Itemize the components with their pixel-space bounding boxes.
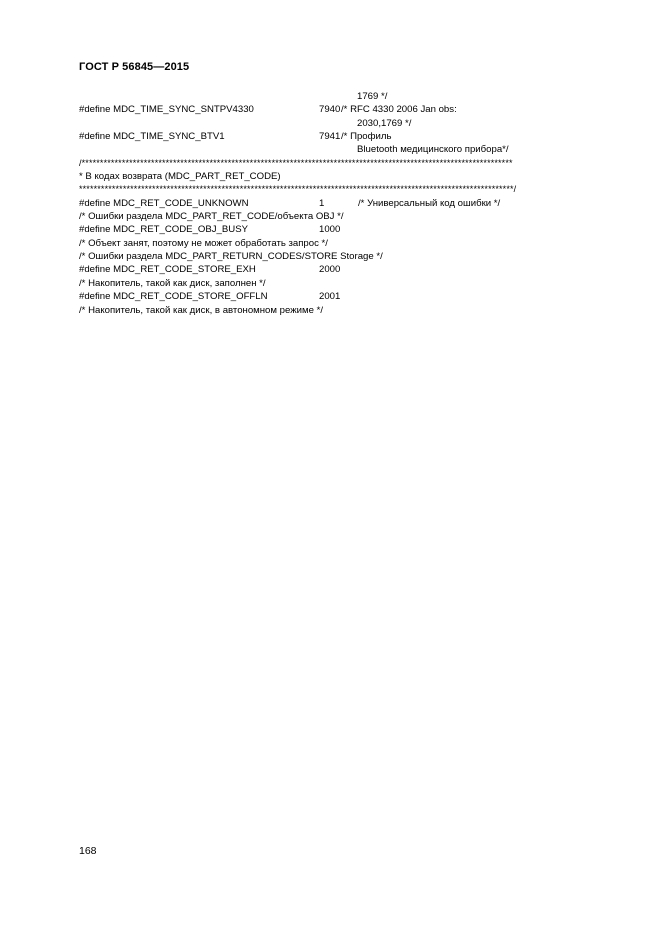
code-line xyxy=(79,143,619,156)
code-comment: /* Профиль xyxy=(341,131,392,143)
code-comment: 1769 */ xyxy=(357,91,388,102)
code-line xyxy=(79,250,619,263)
code-line xyxy=(79,237,619,250)
code-comment: Bluetooth медицинского прибора*/ xyxy=(357,144,509,156)
code-line xyxy=(79,197,619,210)
code-line xyxy=(79,117,619,130)
define-value: 1000 xyxy=(319,224,341,236)
define-value: 2001 xyxy=(319,291,341,303)
code-comment: /* RFC 4330 2006 Jan obs: xyxy=(341,104,457,116)
code-comment: /* Накопитель, такой как диск, в автономном режиме */ xyxy=(79,304,323,316)
code-line xyxy=(79,183,619,196)
page-number: 168 xyxy=(79,845,97,857)
define-directive: #define MDC_TIME_SYNC_BTV1 xyxy=(79,131,225,143)
code-line xyxy=(79,170,619,183)
define-directive: #define MDC_RET_CODE_STORE_EXH xyxy=(79,264,256,276)
define-value: 1 xyxy=(319,197,325,209)
code-comment: 2030,1769 */ xyxy=(357,117,412,129)
code-line xyxy=(79,210,619,223)
code-line xyxy=(79,290,619,303)
code-line xyxy=(79,157,619,170)
separator-line-top: /********************************************************************************************************************** xyxy=(79,157,513,168)
define-value: 2000 xyxy=(319,264,341,276)
code-line xyxy=(79,277,619,290)
code-line xyxy=(79,263,619,276)
code-line xyxy=(79,304,619,317)
define-value: 7940 xyxy=(319,104,341,116)
section-title: * В кодах возврата (MDC_PART_RET_CODE) xyxy=(79,171,281,183)
code-listing xyxy=(79,90,619,317)
document-header-title: ГОСТ Р 56845—2015 xyxy=(79,61,190,73)
code-comment: /* Ошибки раздела MDC_PART_RETURN_CODES/STORE Storage */ xyxy=(79,251,383,263)
code-comment: /* Ошибки раздела MDC_PART_RET_CODE/объекта OBJ */ xyxy=(79,211,344,223)
code-line xyxy=(79,223,619,236)
code-comment: /* Объект занят, поэтому не может обработать запрос */ xyxy=(79,237,328,249)
define-directive: #define MDC_TIME_SYNC_SNTPV4330 xyxy=(79,104,254,116)
code-comment: /* Накопитель, такой как диск, заполнен */ xyxy=(79,277,266,289)
code-line xyxy=(79,130,619,143)
code-comment: /* Универсальный код ошибки */ xyxy=(358,197,501,209)
code-line xyxy=(79,103,619,116)
define-directive: #define MDC_RET_CODE_STORE_OFFLN xyxy=(79,291,268,303)
define-directive: #define MDC_RET_CODE_UNKNOWN xyxy=(79,197,249,209)
define-directive: #define MDC_RET_CODE_OBJ_BUSY xyxy=(79,224,249,236)
code-line xyxy=(79,90,619,103)
separator-line-bottom: ***********************************************************************************************************************/ xyxy=(79,184,517,195)
define-value: 7941 xyxy=(319,131,341,143)
